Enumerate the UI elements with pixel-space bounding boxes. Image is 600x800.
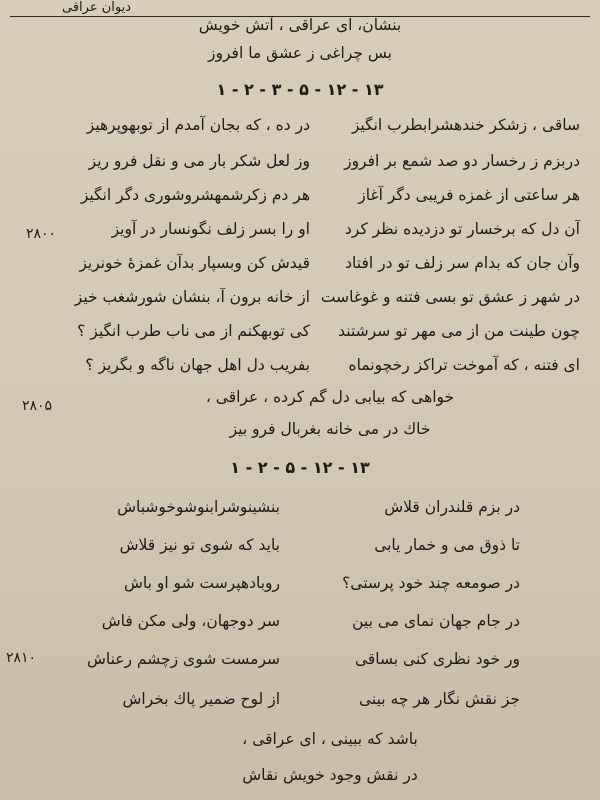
hemistich-left: بنشینوشرابنوشوخوشباش: [117, 498, 280, 516]
hemistich-right: ای فتنه ، که آموخت تراکز رخچونماه: [348, 356, 580, 374]
hemistich-right: تا ذوق می و خمار یابی: [374, 536, 520, 554]
line-number: ۲۸۰۰: [26, 226, 57, 242]
hemistich-left: از خانه برون آ، بنشان شورشغب خیز: [74, 288, 310, 306]
hemistich-left: سر دوجهان، ولی مکن فاش: [101, 612, 280, 630]
meter-line-2: ۱ - ۲ - ۵ - ۱۲ - ۱۳: [230, 458, 370, 477]
hemistich-left: روبادهپرست شو او باش: [123, 574, 280, 592]
hemistich-right: آن دل که برخسار تو دزدیده نظر کرد: [344, 220, 580, 238]
hemistich-right: جز نقش نگار هر چه بینی: [359, 690, 520, 708]
closing-line-1: باشد که ببینی ، ای عراقی ،: [242, 730, 418, 748]
hemistich-left: هر دم زکرشمهشروشوری دگر انگیز: [80, 186, 310, 204]
intro-line-2: بس چراغی ز عشق ما افروز: [208, 44, 392, 62]
hemistich-left: سرمست شوی زچشم رعناش: [86, 650, 280, 668]
hemistich-right: در شهر ز عشق تو بسی فتنه و غوغاست: [320, 288, 580, 306]
hemistich-right: در جام جهان نمای می بین: [352, 612, 520, 630]
hemistich-left: باید که شوی تو نیز قلاش: [119, 536, 280, 554]
hemistich-right: وآن جان که بدام سر زلف تو در افتاد: [345, 254, 580, 272]
line-number: ۲۸۱۰: [6, 650, 37, 666]
hemistich-left: او را بسر زلف نگونسار در آویز: [111, 220, 310, 238]
hemistich-left: قیدش کن وبسپار بدآن غمزهٔ خونریز: [79, 254, 310, 272]
closing-line-2: خاك در می خانه بغربال فرو بیز: [229, 420, 431, 438]
closing-line-1: خواهی که بیابی دل گم کرده ، عراقی ،: [205, 388, 455, 406]
running-head: دیوان عراقی: [62, 0, 132, 15]
hemistich-right: در بزم قلندران قلاش: [384, 498, 520, 516]
hemistich-left: وز لعل شکر بار می و نقل فرو ریز: [88, 152, 310, 170]
hemistich-right: هر ساعتی از غمزه فریبی دگر آغاز: [358, 186, 580, 204]
intro-line-1: بنشان، ای عراقی ، آتش خویش: [198, 16, 402, 34]
hemistich-right: چون طینت من از می مهر تو سرشتند: [338, 322, 580, 340]
hemistich-right: در صومعه چند خود پرستی؟: [342, 574, 520, 592]
hemistich-left: در ده ، که بجان آمدم از توبهوپرهیز: [86, 116, 310, 134]
hemistich-right: دربزم ز رخسار دو صد شمع بر افروز: [344, 152, 580, 170]
hemistich-left: از لوح ضمیر پاك بخراش: [122, 690, 280, 708]
hemistich-right: ساقی ، زشکر خندهشرابطرب انگیز: [351, 116, 580, 134]
hemistich-right: ور خود نظری کنی بساقی: [354, 650, 520, 668]
closing-line-2: در نقش وجود خویش نقاش: [242, 766, 418, 784]
hemistich-left: بفریب دل اهل جهان ناگه و بگریز ؟: [85, 356, 310, 374]
hemistich-left: کی توبهکنم از می ناب طرب انگیز ؟: [77, 322, 310, 340]
meter-line-1: ۱ - ۲ - ۳ - ۵ - ۱۲ - ۱۳: [216, 80, 384, 99]
line-number: ۲۸۰۵: [22, 398, 53, 414]
